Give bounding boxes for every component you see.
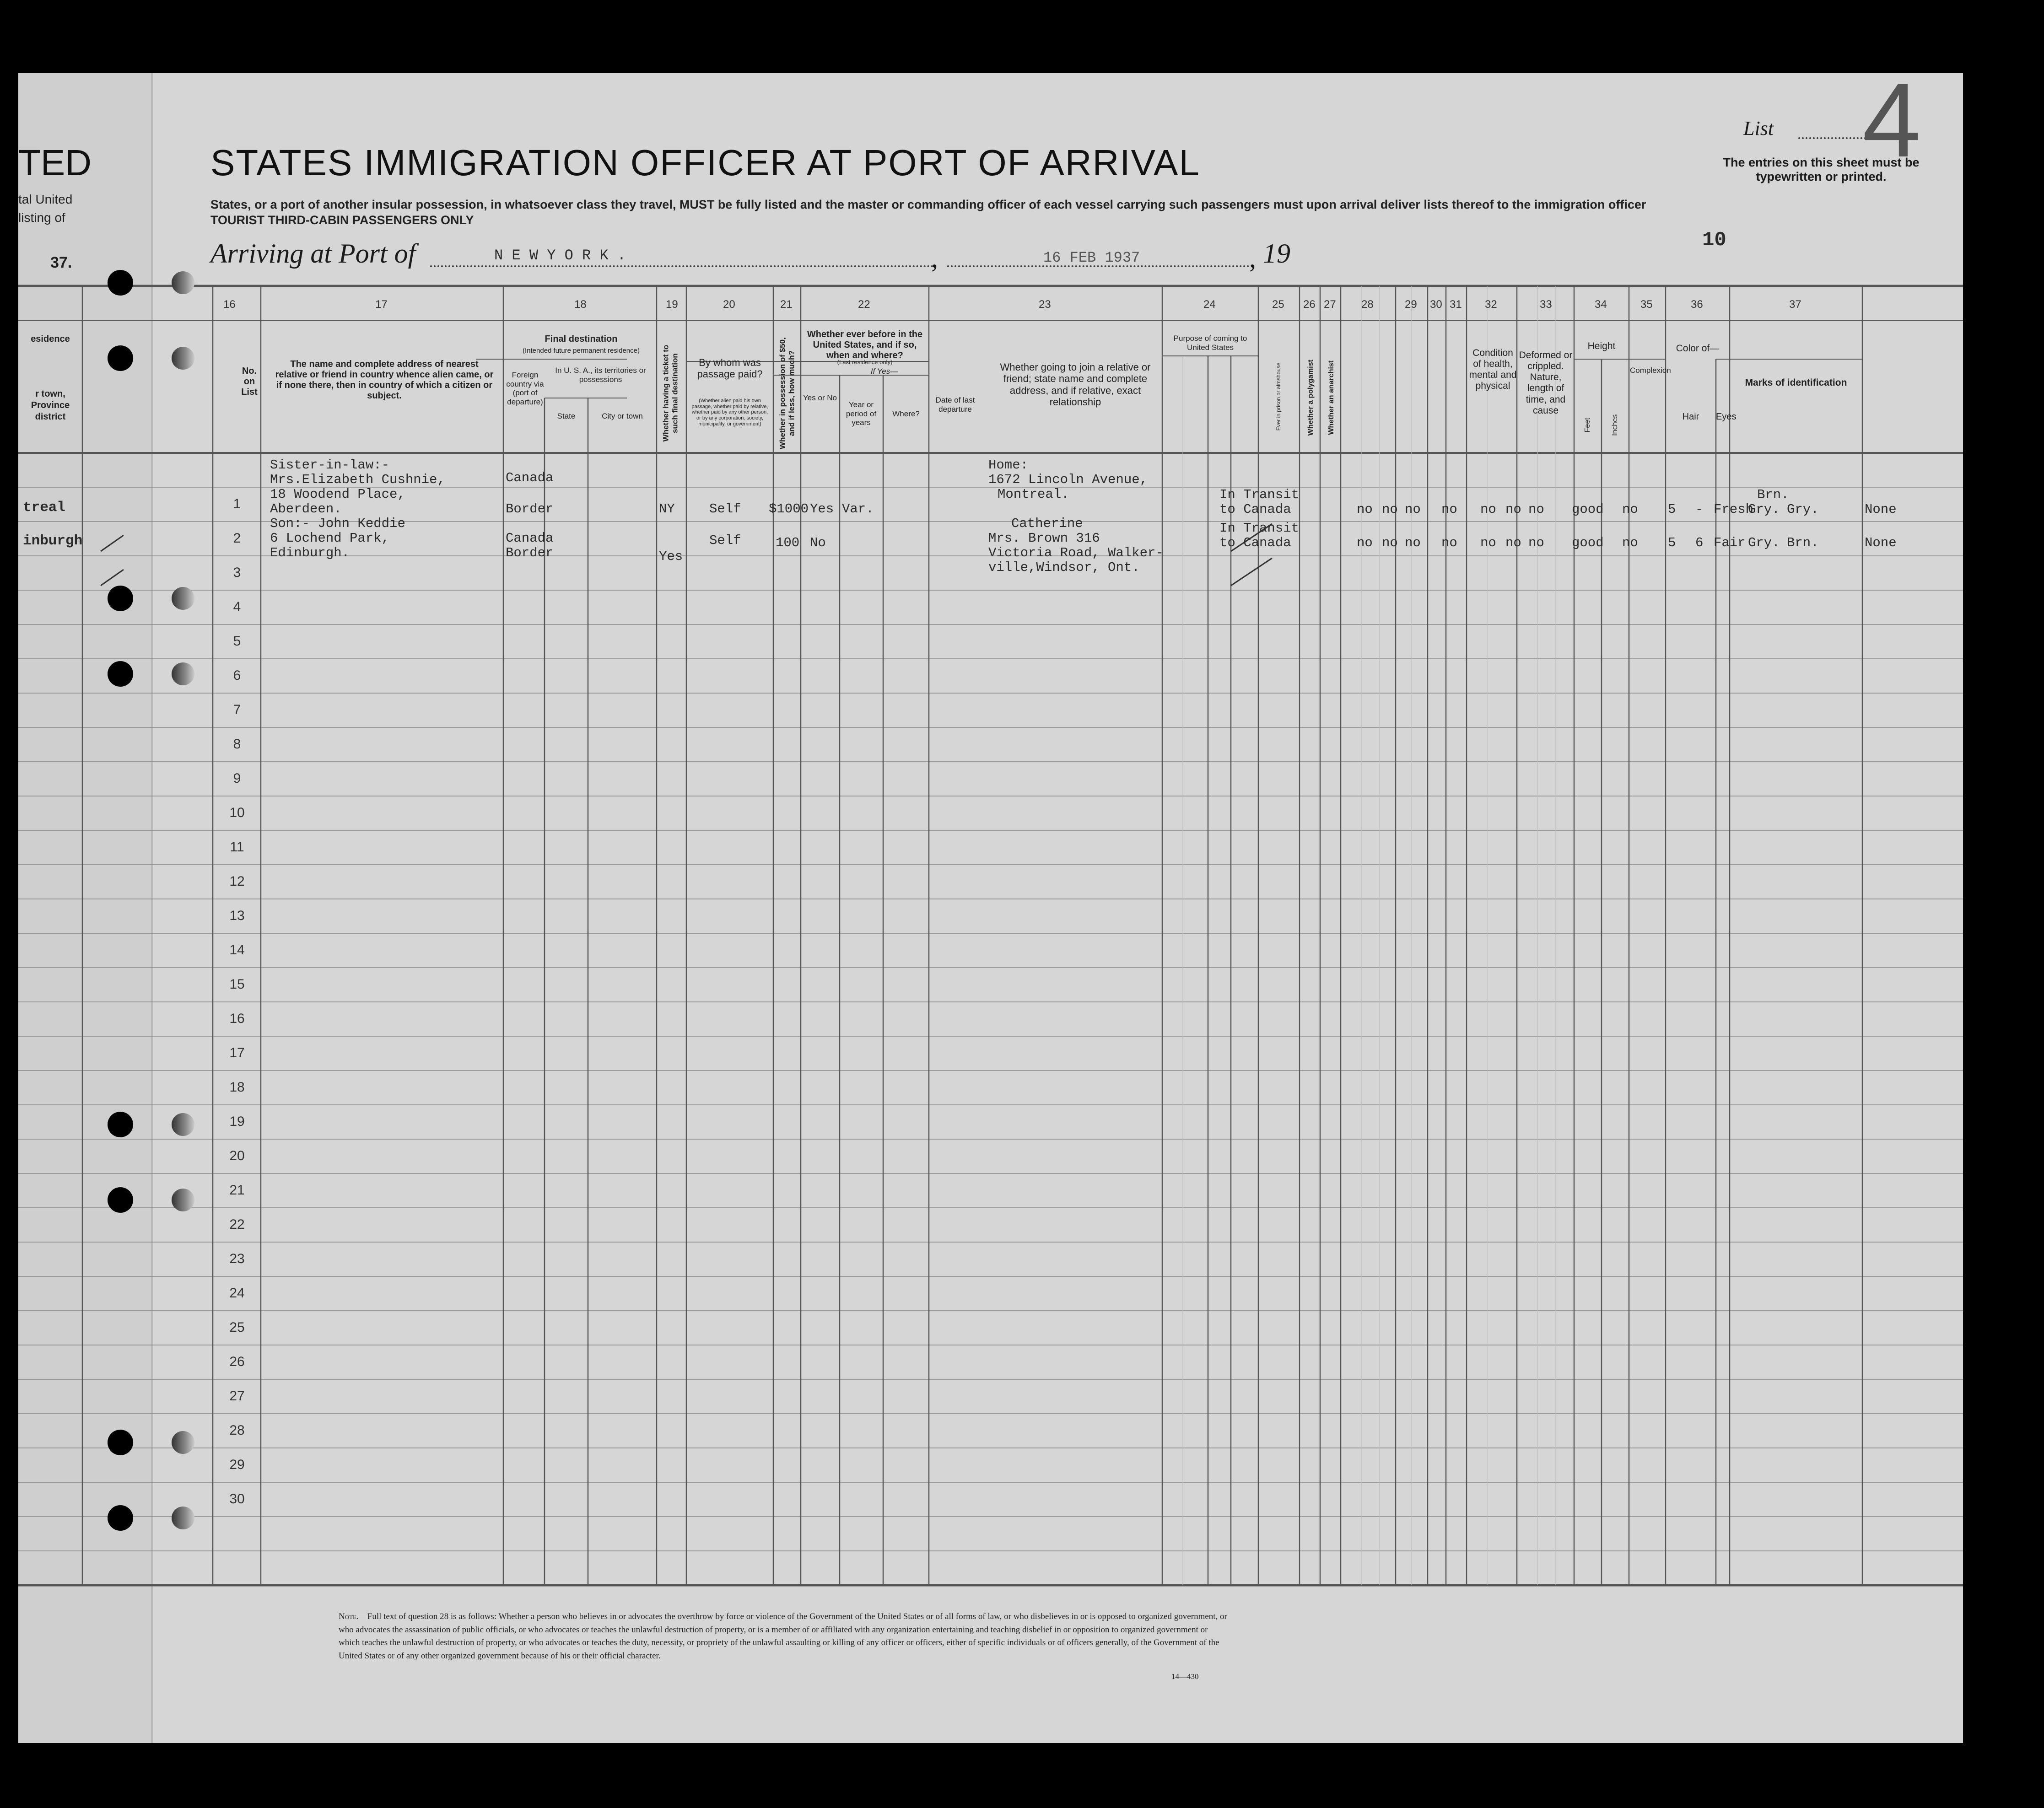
- row-number: 19: [229, 1114, 245, 1129]
- eye-color: Gry.: [1787, 502, 1819, 517]
- join-line: Montreal.: [998, 487, 1069, 502]
- header-feet: Feet: [1583, 418, 1591, 433]
- answer-q26: no: [1382, 535, 1398, 550]
- row-number: 5: [233, 634, 241, 649]
- row-number: 3: [233, 565, 241, 580]
- list-label: List: [1743, 117, 1774, 140]
- relative-line: Sister-in-law:-: [270, 457, 390, 473]
- passenger-class-line: TOURIST THIRD-CABIN PASSENGERS ONLY: [210, 213, 474, 227]
- col-number-24: 24: [1203, 298, 1216, 311]
- binder-hole-icon: [108, 1430, 133, 1455]
- join-line: Home:: [988, 457, 1029, 473]
- row-number: 23: [229, 1251, 245, 1266]
- row-number: 6: [233, 668, 241, 683]
- binder-hole-icon: [108, 270, 133, 296]
- instruction-line: States, or a port of another insular possession, in whatsoever class they travel, MUST be fully listed and the master or commanding officer of each vessel carrying such passengers must upon arrival deliver lists thereof to the immigration officer: [210, 198, 1646, 211]
- join-line: Catherine: [1011, 516, 1083, 531]
- year-prefix: 19: [1263, 238, 1290, 269]
- header-inches: Inches: [1611, 414, 1619, 436]
- row-number: 7: [233, 702, 241, 717]
- col-number-26: 26: [1303, 298, 1316, 311]
- answer-q30: no: [1505, 535, 1521, 550]
- join-line: 1672 Lincoln Avenue,: [988, 472, 1148, 487]
- binder-hole-icon: [108, 586, 133, 611]
- foreign-port: Border: [506, 545, 554, 560]
- health: good: [1572, 502, 1604, 517]
- col-number-20: 20: [723, 298, 735, 311]
- before-in-us: Yes: [810, 501, 834, 517]
- header-height: Height: [1587, 341, 1616, 351]
- row-number: 28: [229, 1423, 245, 1438]
- row-number: 26: [229, 1354, 245, 1369]
- col-number-29: 29: [1405, 298, 1417, 311]
- row-number: 29: [229, 1457, 245, 1472]
- note-label: Note.: [339, 1612, 359, 1621]
- col-number-34: 34: [1595, 298, 1607, 311]
- header-health: Condition of health, mental and physical: [1469, 348, 1517, 392]
- purpose: In Transit: [1219, 487, 1300, 502]
- hair-color: Gry.: [1748, 502, 1780, 517]
- join-line: Mrs. Brown 316: [988, 531, 1100, 546]
- left-fragment-2: listing of: [18, 210, 65, 225]
- answer-q27: no: [1405, 502, 1421, 517]
- header-state: State: [557, 412, 576, 420]
- row-number: 14: [229, 942, 245, 958]
- header-complexion: Complexion: [1630, 366, 1671, 375]
- height-feet: 5: [1668, 502, 1676, 517]
- col-number-31: 31: [1450, 298, 1462, 311]
- height-inches: 6: [1695, 535, 1704, 550]
- relative-line: Edinburgh.: [270, 545, 350, 560]
- question-28-note: [339, 1610, 1231, 1663]
- header-eyes: Eyes: [1716, 412, 1737, 422]
- relative-line: Mrs.Elizabeth Cushnie,: [270, 472, 445, 487]
- row-number: 27: [229, 1388, 245, 1404]
- col-number-33: 33: [1540, 298, 1552, 311]
- row-number: 11: [230, 839, 244, 855]
- left-header-4: district: [35, 412, 66, 422]
- header-purpose: Purpose of coming to United States: [1173, 334, 1247, 352]
- passage-paid-by: Self: [709, 533, 741, 548]
- ticket: Yes: [659, 549, 683, 564]
- row-number: 9: [233, 771, 241, 786]
- header-join-relative: Whether going to join a relative or friend; state name and complete address, and if relative, exact relationship: [1000, 361, 1151, 408]
- foreign-country: Canada: [506, 531, 554, 546]
- passage-paid-by: Self: [709, 501, 741, 517]
- answer-q28: no: [1441, 502, 1457, 517]
- binder-hole-icon: [108, 661, 133, 687]
- col-number-21: 21: [780, 298, 793, 311]
- hair-color: Brn.: [1757, 487, 1789, 502]
- eye-color: Brn.: [1787, 535, 1819, 550]
- row-number: 22: [229, 1217, 245, 1232]
- complexion: Fair: [1714, 535, 1746, 550]
- complexion: Fresh: [1714, 502, 1754, 517]
- binder-hole-icon: [172, 1113, 194, 1136]
- header-in-usa: In U. S. A., its territories or possessions: [555, 366, 646, 384]
- col-number-23: 23: [1039, 298, 1051, 311]
- col-number-18: 18: [574, 298, 587, 311]
- answer-q25: no: [1357, 535, 1373, 550]
- binder-hole-icon: [172, 347, 194, 370]
- relative-line: Aberdeen.: [270, 501, 342, 517]
- title-fragment: TED: [18, 142, 92, 183]
- row-number: 8: [233, 737, 241, 752]
- col-number-28: 28: [1361, 298, 1374, 311]
- list-number: 4: [1862, 61, 1921, 179]
- answer-q28: no: [1441, 535, 1457, 550]
- manifest-page: TED tal United listing of 37. STATES IMMIGRATION OFFICER AT PORT OF ARRIVAL States, or a port of another insular possession, in whatsoever class they travel, MUST be fully listed and the master or commanding officer of each vessel carrying such passengers must upon arrival deliver lists thereof to the immigration officer TOURIST THIRD-CABIN PASSENGERS ONLY List 4 The entries on this sheet must be typewritten or printed. Arriving at Port of N E W Y O R K . , 16 FEB 1937 , 19 10 16 17 18 19 20 21 22 23 24 25 26 27 28 29 30 31 32 33 34 35 36 37 esidence r town, Province district No. on List The name and complete address of nearest relative or friend in country whence alien came, or if none there, then in country of which a citizen or subject. Final destination (Intended future permanent residence) Foreign country via (port of departure) In U. S. A., its territories or possessions State City or town Whether having a ticket to such final destination By whom was passage paid? (Whether alien paid his own passage, whether paid by relative, whether paid by any other person, or by any corporation, society, municipality, or government) Whether in possession of $50, and if less, how much? Whether ever before in the United States, and if so, when and where? (Last residence only) If Yes— Yes or No Year or period of years Where? Date of last departure Whether going to join a relative or friend; state name and complete address, and if relative, exact relationship Purpose of coming to United States Ever in prison or almshouse Whether a polygamist Whether an anarchist Condition of health, mental and physical Deformed or crippled. Nature, length of time, and cause Height Feet Inches Complexion Color of— Hair Eyes Marks of identification treal inburgh 1 2 3 4 5 6 7 8 9 10 11 12 13 14 15 16 17 18 19 20 21 22 23 24 25 26 27 28 29 30 Sister-in-law:- Mrs.Elizabeth Cushnie, 18 Woodend Place, Aberdeen. Canada Border NY Self $1000 Yes Var. Home: 1672 Lincoln Avenue, Montreal. In Transit to Canada no no no no no no no good no 5 - Fresh Brn. Gry. Gry. None Son:- John Keddie 6 Lochend Park, Edinburgh. Canada Border Yes Self 100 No Catherine Mrs. Brown 316 Victoria Road, Walker- ville,Windsor, Ont. In Transit to Canada no no no no no no no good no 5 6 Fair Gry. Brn. None Note.—Full text of question 28 is as follows: Whether a person who believes in or advocates the overthrow by force or violence of the Government of the United States or of all forms of law, or who disbelieves in or is opposed to organized government, or who advocates the assassination of public officials, or who advocates or teaches the unlawful destruction of property, or is a member of or affiliated with any organization entertaining and teaching disbelief in or opposition to organized government or which teaches the unlawful destruction of property, or who advocates or teaches the duty, necessity, or propriety of the unlawful assaulting or killing of any officer or officers, either of specific individuals or of officers generally, of the Government of the United States or of any other organized government because of his or their official character. 14—430: [18, 73, 1963, 1743]
- binder-hole-icon: [172, 1431, 194, 1454]
- note-text: —Full text of question 28 is as follows: Whether a person who believes in or advocates the overthrow by force or violence of the Government of the United States or of all forms of law, or who disbelieves in or is opposed to organized government, or who advocates the assassination of public officials, or who advocates or teaches the unlawful destruction of property, or is a member of or affiliated with any organization entertaining and teaching disbelief in or opposition to organized government or which teaches the unlawful destruction of property, or who advocates or teaches the duty, necessity, or propriety of the unlawful assaulting or killing of any officer or officers, either of specific individuals or of officers generally, of the Government of the United States or of any other organized government because of his or their official character.: [339, 1612, 1227, 1661]
- header-foreign-country: Foreign country via (port of departure): [506, 371, 544, 406]
- header-no-on-list: No. on List: [241, 366, 258, 397]
- binder-hole-icon: [172, 662, 194, 685]
- row-number: 1: [233, 496, 241, 511]
- answer-q31: no: [1528, 535, 1544, 550]
- header-anarchist: Whether an anarchist: [1327, 360, 1335, 435]
- left-header-1: esidence: [31, 334, 70, 344]
- row-number: 20: [229, 1148, 245, 1163]
- port-name: N E W Y O R K .: [494, 247, 626, 264]
- page-title: STATES IMMIGRATION OFFICER AT PORT OF ARRIVAL: [210, 142, 1200, 183]
- answer-q25: no: [1357, 502, 1373, 517]
- left-row-1: treal: [23, 500, 66, 516]
- arriving-label: Arriving at Port of: [210, 238, 416, 269]
- col-number-32: 32: [1485, 298, 1497, 311]
- row-number: 12: [229, 874, 245, 889]
- sheet-number: 10: [1702, 229, 1726, 252]
- purpose: to Canada: [1219, 535, 1291, 550]
- row-number: 21: [229, 1183, 245, 1198]
- height-feet: 5: [1668, 535, 1676, 550]
- destination-state: NY: [659, 501, 675, 517]
- binder-hole-icon: [108, 1187, 133, 1213]
- header-hair: Hair: [1682, 412, 1699, 422]
- row-number: 17: [229, 1045, 245, 1060]
- header-deformed: Deformed or crippled. Nature, length of time, and cause: [1519, 350, 1573, 416]
- left-header-2: r town,: [35, 389, 65, 399]
- header-where: Where?: [892, 409, 920, 418]
- header-passage-note: (Whether alien paid his own passage, whether paid by relative, whether paid by any other person, or by any corporation, society, municipality, or government): [691, 398, 768, 427]
- binder-hole-icon: [108, 1505, 133, 1531]
- col-number-37: 37: [1789, 298, 1801, 311]
- header-final-destination: Final destination: [545, 334, 618, 344]
- row-number: 13: [229, 908, 245, 923]
- row-number: 25: [229, 1320, 245, 1335]
- answer-q29: no: [1480, 535, 1496, 550]
- row-number: 15: [229, 977, 245, 992]
- header-before-us-note: (Last residence only): [837, 359, 893, 366]
- col-number-19: 19: [666, 298, 678, 311]
- money-amount: 100: [776, 535, 800, 550]
- form-code: 14—430: [1171, 1672, 1199, 1681]
- col-number-25: 25: [1272, 298, 1284, 311]
- row-number: 10: [229, 805, 245, 820]
- header-color-of: Color of—: [1676, 343, 1720, 354]
- col-number-17: 17: [375, 298, 388, 311]
- answer-q31: no: [1528, 502, 1544, 517]
- left-row-2: inburgh: [23, 533, 83, 549]
- purpose: to Canada: [1219, 502, 1291, 517]
- height-inches: -: [1695, 502, 1704, 517]
- header-final-destination-note: (Intended future permanent residence): [523, 347, 640, 355]
- health: good: [1572, 535, 1604, 550]
- header-nearest-relative: The name and complete address of nearest relative or friend in country whence alien came, or if none there, then in country of which a citizen or subject.: [275, 359, 494, 401]
- join-line: ville,Windsor, Ont.: [988, 560, 1140, 575]
- binder-hole-icon: [108, 345, 133, 371]
- row-number: 16: [229, 1011, 245, 1026]
- left-fragment-3: 37.: [50, 254, 72, 271]
- row-number: 4: [233, 599, 241, 614]
- row-number: 2: [233, 531, 241, 546]
- answer-q26: no: [1382, 502, 1398, 517]
- deformed: no: [1622, 502, 1638, 517]
- col-number-35: 35: [1640, 298, 1653, 311]
- binder-hole-icon: [172, 1507, 194, 1529]
- before-in-us: No: [810, 535, 826, 550]
- typewritten-notice: The entries on this sheet must be typewritten or printed.: [1723, 156, 1920, 183]
- row-number: 18: [229, 1080, 245, 1095]
- row-number: 24: [229, 1286, 245, 1301]
- answer-q30: no: [1505, 502, 1521, 517]
- header-ticket: Whether having a ticket to such final destination: [661, 344, 679, 442]
- arrival-date: 16 FEB 1937: [1043, 249, 1140, 266]
- foreign-country: Canada: [506, 470, 554, 485]
- left-header-3: Province: [31, 400, 70, 410]
- foreign-port: Border: [506, 501, 554, 517]
- join-line: Victoria Road, Walker-: [988, 545, 1164, 560]
- money-amount: $1000: [769, 501, 809, 517]
- left-fragment-1: tal United: [18, 192, 73, 206]
- header-marks: Marks of identification: [1745, 377, 1847, 388]
- binder-hole-icon: [108, 1112, 133, 1137]
- identification-marks: None: [1865, 535, 1897, 550]
- answer-q27: no: [1405, 535, 1421, 550]
- header-last-departure: Date of last departure: [935, 396, 975, 414]
- header-before-us: Whether ever before in the United States, and if so, when and where?: [807, 329, 923, 361]
- col-number-16: 16: [223, 298, 236, 311]
- header-polygamist: Whether a polygamist: [1306, 360, 1315, 436]
- relative-line: 18 Woodend Place,: [270, 487, 405, 502]
- header-year-period: Year or period of years: [846, 400, 877, 427]
- purpose: In Transit: [1219, 521, 1300, 536]
- header-money: Whether in possession of $50, and if less, how much?: [778, 337, 796, 449]
- answer-q29: no: [1480, 502, 1496, 517]
- header-if-yes: If Yes—: [870, 367, 898, 376]
- manifest-grid: [18, 73, 1963, 1743]
- row-number: 30: [229, 1491, 245, 1507]
- header-prison: Ever in prison or almshouse: [1275, 362, 1282, 431]
- header-passage-paid: By whom was passage paid?: [697, 357, 763, 380]
- relative-line: Son:- John Keddie: [270, 516, 405, 531]
- col-number-30: 30: [1430, 298, 1442, 311]
- hair-color: Gry.: [1748, 535, 1780, 550]
- deformed: no: [1622, 535, 1638, 550]
- col-number-22: 22: [858, 298, 870, 311]
- binder-hole-icon: [172, 271, 194, 294]
- header-city: City or town: [602, 412, 643, 420]
- col-number-27: 27: [1324, 298, 1336, 311]
- identification-marks: None: [1865, 502, 1897, 517]
- binder-hole-icon: [172, 1189, 194, 1211]
- before-where: Var.: [842, 501, 874, 517]
- relative-line: 6 Lochend Park,: [270, 531, 390, 546]
- header-yes-no: Yes or No: [803, 393, 837, 402]
- col-number-36: 36: [1691, 298, 1703, 311]
- binder-hole-icon: [172, 587, 194, 610]
